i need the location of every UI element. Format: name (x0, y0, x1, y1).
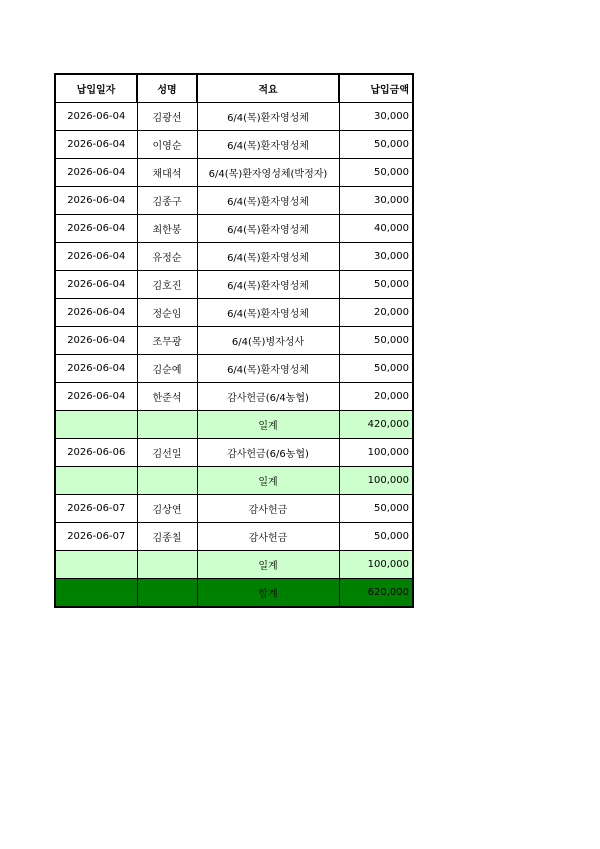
cell-date: 2026-06-04 (55, 327, 137, 355)
table-row (55, 243, 413, 271)
header-name: 성명 (137, 74, 197, 103)
cell-name (137, 411, 197, 439)
cell-memo: 합계 (197, 579, 339, 608)
table-row (55, 215, 413, 243)
table-row (55, 495, 413, 523)
table-row (55, 439, 413, 467)
cell-amount: 40,000 (339, 215, 413, 243)
cell-memo: 일계 (197, 467, 339, 495)
cell-name: 김광선 (137, 103, 197, 131)
cell-date: 2026-06-04 (55, 131, 137, 159)
cell-date: 2026-06-04 (55, 215, 137, 243)
cell-amount: 50,000 (339, 327, 413, 355)
cell-memo: 6/4(목)환자영성체 (197, 355, 339, 383)
cell-name: 이영순 (137, 131, 197, 159)
cell-date: 2026-06-04 (55, 271, 137, 299)
cell-memo: 6/4(목)환자영성체 (197, 299, 339, 327)
cell-date: 2026-06-07 (55, 523, 137, 551)
cell-amount: 50,000 (339, 159, 413, 187)
cell-name: 한준석 (137, 383, 197, 411)
cell-name (137, 551, 197, 579)
cell-date: 2026-06-04 (55, 159, 137, 187)
cell-memo: 6/4(목)환자영성체 (197, 215, 339, 243)
cell-date (55, 411, 137, 439)
header-row (55, 74, 413, 103)
cell-name: 김순예 (137, 355, 197, 383)
cell-amount: 50,000 (339, 271, 413, 299)
ledger-body (55, 103, 413, 608)
cell-amount: 100,000 (339, 551, 413, 579)
table-row (55, 327, 413, 355)
table-row (55, 187, 413, 215)
cell-memo: 감사헌금 (197, 495, 339, 523)
header-amount: 납입금액 (339, 74, 413, 103)
cell-date: 2026-06-06 (55, 439, 137, 467)
cell-amount: 420,000 (339, 411, 413, 439)
cell-name: 조무광 (137, 327, 197, 355)
cell-name: 정순임 (137, 299, 197, 327)
cell-memo: 감사헌금 (197, 523, 339, 551)
cell-memo: 6/4(목)환자영성체 (197, 103, 339, 131)
cell-date: 2026-06-04 (55, 383, 137, 411)
cell-name: 유정순 (137, 243, 197, 271)
cell-amount: 50,000 (339, 131, 413, 159)
cell-name: 김종칠 (137, 523, 197, 551)
cell-memo: 일계 (197, 411, 339, 439)
table-row (55, 131, 413, 159)
cell-memo: 일계 (197, 551, 339, 579)
payment-ledger-table (54, 73, 414, 608)
cell-name: 김선일 (137, 439, 197, 467)
cell-memo: 6/4(목)환자영성체 (197, 271, 339, 299)
cell-memo: 감사헌금(6/6농협) (197, 439, 339, 467)
table-row (55, 299, 413, 327)
cell-memo: 6/4(목)환자영성체(박정자) (197, 159, 339, 187)
cell-date (55, 467, 137, 495)
header-memo: 적요 (197, 74, 339, 103)
cell-amount: 50,000 (339, 355, 413, 383)
cell-date: 2026-06-04 (55, 187, 137, 215)
cell-date: 2026-06-04 (55, 243, 137, 271)
table-row (55, 159, 413, 187)
cell-memo: 6/4(목)환자영성체 (197, 131, 339, 159)
daily-subtotal-row (55, 411, 413, 439)
table-row (55, 523, 413, 551)
header-date: 납입일자 (55, 74, 137, 103)
cell-name: 김종구 (137, 187, 197, 215)
cell-amount: 20,000 (339, 299, 413, 327)
grand-total-row (55, 579, 413, 608)
table-row (55, 383, 413, 411)
daily-subtotal-row (55, 551, 413, 579)
cell-amount: 20,000 (339, 383, 413, 411)
cell-amount: 100,000 (339, 467, 413, 495)
cell-name: 김상연 (137, 495, 197, 523)
cell-memo: 감사헌금(6/4농협) (197, 383, 339, 411)
cell-date: 2026-06-04 (55, 299, 137, 327)
ledger-header (55, 74, 413, 103)
table-row (55, 355, 413, 383)
cell-date: 2026-06-04 (55, 355, 137, 383)
cell-date (55, 579, 137, 608)
cell-amount: 30,000 (339, 103, 413, 131)
cell-name: 채대석 (137, 159, 197, 187)
cell-amount: 30,000 (339, 243, 413, 271)
cell-date: 2026-06-07 (55, 495, 137, 523)
cell-name: 김호진 (137, 271, 197, 299)
cell-amount: 100,000 (339, 439, 413, 467)
table-row (55, 103, 413, 131)
cell-memo: 6/4(목)환자영성체 (197, 187, 339, 215)
cell-name (137, 467, 197, 495)
cell-amount: 50,000 (339, 523, 413, 551)
daily-subtotal-row (55, 467, 413, 495)
cell-amount: 50,000 (339, 495, 413, 523)
cell-memo: 6/4(목)병자성사 (197, 327, 339, 355)
cell-date (55, 551, 137, 579)
table-row (55, 271, 413, 299)
cell-name: 최한봉 (137, 215, 197, 243)
cell-name (137, 579, 197, 608)
cell-amount: 30,000 (339, 187, 413, 215)
cell-amount: 620,000 (339, 579, 413, 608)
cell-memo: 6/4(목)환자영성체 (197, 243, 339, 271)
cell-date: 2026-06-04 (55, 103, 137, 131)
